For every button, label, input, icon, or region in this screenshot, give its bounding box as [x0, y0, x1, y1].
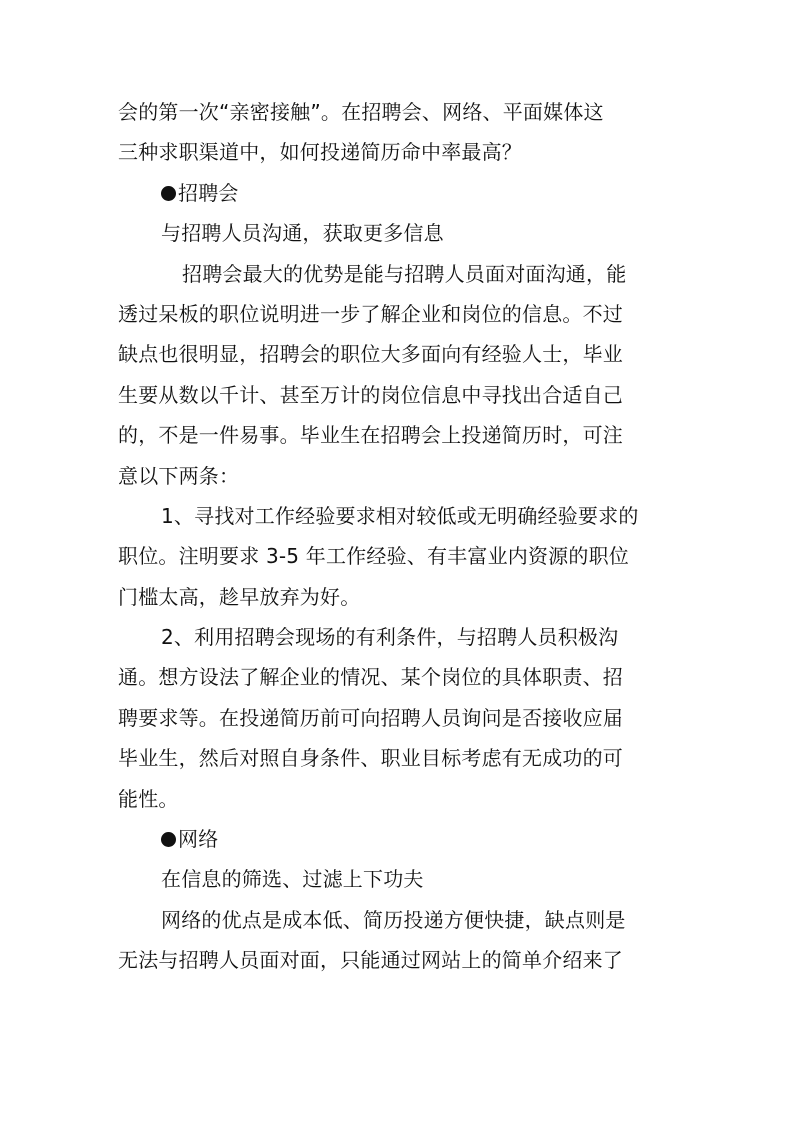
section-heading-label: 招聘会 — [178, 180, 239, 205]
paragraph-line: 网络的优点是成本低、简历投递方便快捷，缺点则是 — [161, 907, 626, 932]
paragraph-line: 三种求职渠道中，如何投递简历命中率最高？ — [118, 140, 522, 165]
list-item-line: 通。想方设法了解企业的情况、某个岗位的具体职责、招 — [118, 665, 623, 690]
section-heading-label: 网络 — [178, 827, 219, 852]
document-body — [118, 92, 658, 981]
paragraph-line: 意以下两条： — [118, 463, 240, 488]
paragraph-line: 透过呆板的职位说明进一步了解企业和岗位的信息。不过 — [118, 301, 623, 326]
subheading: 在信息的筛选、过滤上下功夫 — [161, 867, 424, 892]
subheading: 与招聘人员沟通，获取更多信息 — [161, 221, 444, 246]
section-heading-job-fair — [118, 173, 658, 213]
paragraph-line: 缺点也很明显，招聘会的职位大多面向有经验人士，毕业 — [118, 342, 623, 367]
paragraph-line: 生要从数以千计、甚至万计的岗位信息中寻找出合适自己 — [118, 382, 623, 407]
list-item-line: 毕业生，然后对照自身条件、职业目标考虑有无成功的可 — [118, 746, 623, 771]
list-item-line: 2、利用招聘会现场的有利条件，与招聘人员积极沟 — [161, 625, 619, 650]
list-item-line: 门槛太高，趁早放弃为好。 — [118, 584, 361, 609]
paragraph-line: 无法与招聘人员面对面，只能通过网站上的简单介绍来了 — [118, 948, 623, 973]
bullet-icon — [161, 832, 176, 847]
paragraph-line: 招聘会最大的优势是能与招聘人员面对面沟通，能 — [182, 261, 627, 286]
list-item-line: 职位。注明要求 3-5 年工作经验、有丰富业内资源的职位 — [118, 544, 629, 569]
list-item-line: 1、寻找对工作经验要求相对较低或无明确经验要求的 — [161, 503, 639, 528]
paragraph-line: 的，不是一件易事。毕业生在招聘会上投递简历时，可注 — [118, 423, 623, 448]
bullet-icon — [161, 186, 176, 201]
section-heading-network — [118, 819, 658, 859]
list-item-line: 聘要求等。在投递简历前可向招聘人员询问是否接收应届 — [118, 705, 623, 730]
list-item-line: 能性。 — [118, 786, 179, 811]
paragraph-line: 会的第一次“亲密接触”。在招聘会、网络、平面媒体这 — [118, 100, 604, 124]
